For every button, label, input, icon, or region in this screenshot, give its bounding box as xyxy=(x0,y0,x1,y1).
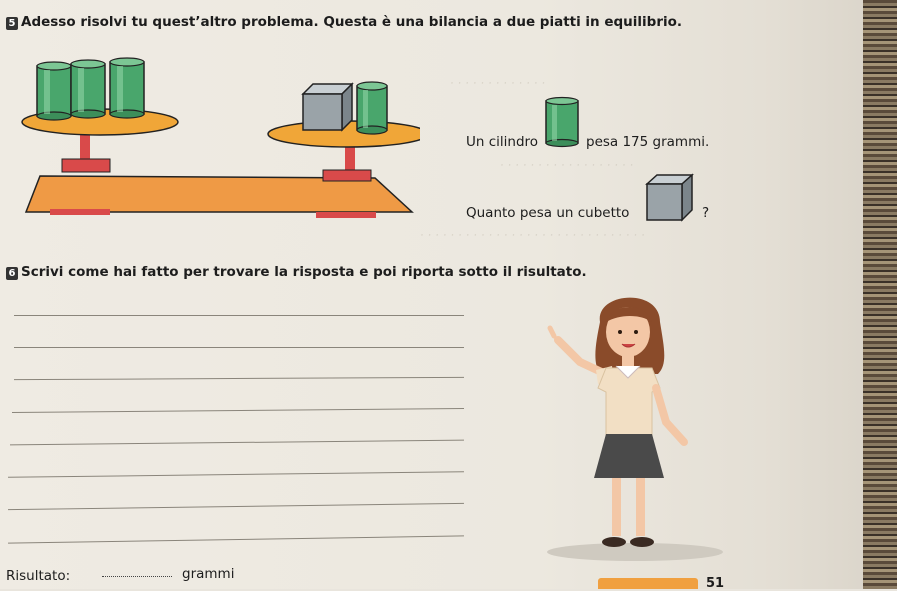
writing-line[interactable] xyxy=(14,315,464,316)
cylinder-small-icon xyxy=(543,96,581,148)
skirt xyxy=(594,434,664,478)
eye xyxy=(634,330,638,334)
balance-scale-illustration xyxy=(20,54,420,229)
leg xyxy=(636,478,645,536)
writing-line[interactable] xyxy=(8,535,464,543)
blouse xyxy=(598,368,660,436)
writing-line[interactable] xyxy=(10,440,464,446)
show-through-text: · · · · · · · · · · · · · · · · · · · · · · · · · · · · · · xyxy=(419,228,647,242)
cylinder-label-after: pesa 175 grammi. xyxy=(586,134,710,150)
writing-line[interactable] xyxy=(12,408,464,413)
exercise-5-text: Adesso risolvi tu quest’altro problema. Questa è una bilancia a due piatti in equilibrio. xyxy=(21,14,683,30)
exercise-5-instruction xyxy=(6,14,682,30)
exercise-6-text: Scrivi come hai fatto per trovare la risposta e poi riporta sotto il risultato. xyxy=(21,264,587,280)
writing-line[interactable] xyxy=(14,347,464,348)
scale-right-post xyxy=(345,145,355,171)
cube-small-icon xyxy=(644,172,696,224)
shoe xyxy=(630,537,654,547)
eye xyxy=(618,330,622,334)
shoe xyxy=(602,537,626,547)
cube-icon xyxy=(303,84,352,130)
scale-base-foot-left xyxy=(50,209,110,215)
cylinder-icon xyxy=(110,58,144,118)
neck xyxy=(622,354,634,366)
show-through-text: · · · · · · · · · · · · · xyxy=(449,76,547,90)
scale-base-foot-right xyxy=(316,212,376,218)
cylinder-icon xyxy=(71,60,105,118)
writing-line[interactable] xyxy=(8,503,464,510)
exercise-number-badge: 6 xyxy=(6,267,18,280)
result-unit: grammi xyxy=(182,566,235,582)
exercise-number-badge: 5 xyxy=(6,17,18,30)
page-footer-strip xyxy=(598,578,698,589)
cube-question-text: Quanto pesa un cubetto xyxy=(466,205,630,221)
scale-left-post xyxy=(80,134,90,160)
cylinder-label-before: Un cilindro xyxy=(466,134,539,150)
scale-left-post-base xyxy=(62,159,110,172)
cylinder-icon xyxy=(357,82,387,134)
girl-pointing-illustration xyxy=(540,292,730,564)
exercise-6-instruction xyxy=(6,264,587,280)
result-answer-field[interactable] xyxy=(102,576,172,577)
scale-right-post-base xyxy=(323,170,371,181)
page-number: 51 xyxy=(706,576,725,591)
leg xyxy=(612,478,621,536)
show-through-text: · · · · · · · · · · · · · · · · · · xyxy=(499,158,635,172)
writing-line[interactable] xyxy=(14,377,464,380)
lowered-arm xyxy=(656,388,684,442)
table-surface-edge xyxy=(863,0,897,589)
cube-question-mark: ? xyxy=(702,205,710,221)
result-label: Risultato: xyxy=(6,568,71,584)
pointing-hand xyxy=(550,328,554,336)
cylinder-icon xyxy=(37,62,71,120)
writing-line[interactable] xyxy=(8,471,464,478)
